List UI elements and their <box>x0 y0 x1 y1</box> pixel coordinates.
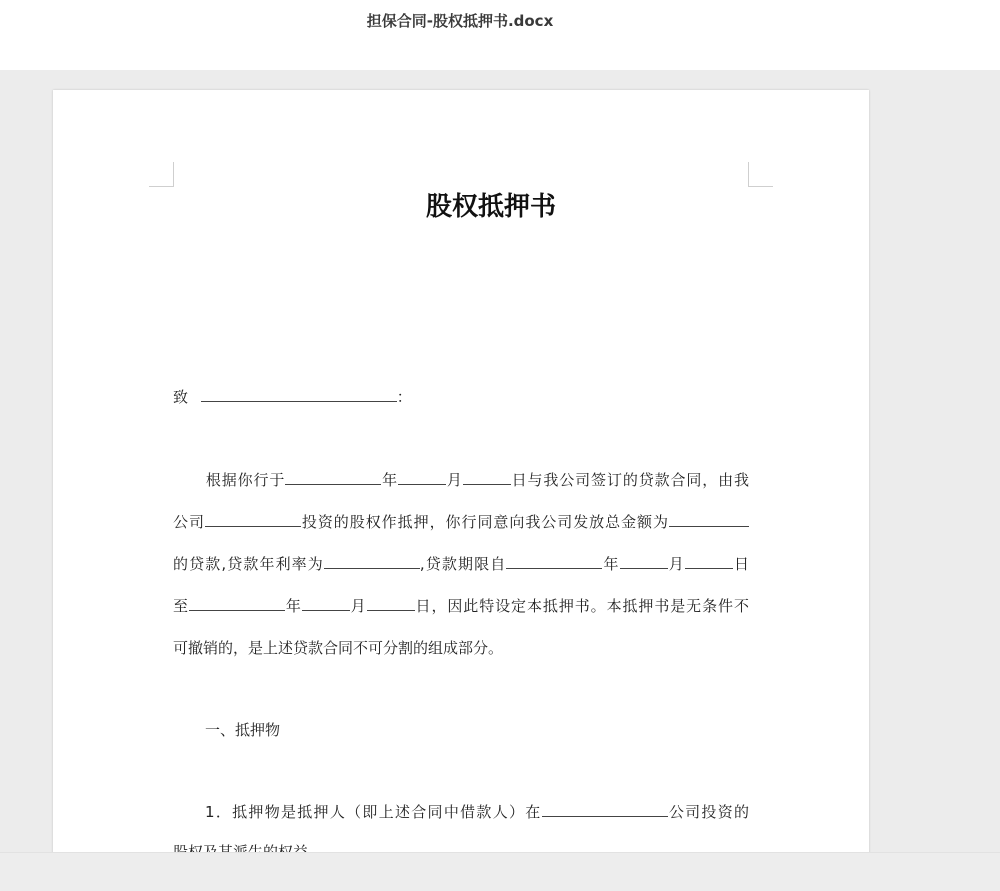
margin-marker-left <box>149 162 174 187</box>
addressee-line: 致 ： <box>173 388 412 406</box>
paragraph-line: 1．抵押物是抵押人（即上述合同中借款人）在 公司投资的 <box>205 803 749 821</box>
document-page[interactable] <box>53 90 869 880</box>
document-heading: 股权抵押书 <box>425 192 556 222</box>
document-filename: 担保合同-股权抵押书.docx <box>366 12 554 30</box>
addressee-blank <box>201 387 397 402</box>
paragraph-line: 可撤销的，是上述贷款合同不可分割的组成部分。 <box>173 639 504 657</box>
paragraph-line: 公司 投资的股权作抵押，你行同意向我公司发放总金额为 <box>173 512 749 532</box>
blank-field <box>285 470 381 485</box>
blank-field <box>669 512 749 527</box>
blank-field <box>398 470 446 485</box>
paragraph-line: 根据你行于 年 月 日与我公司签订的贷款合同，由我 <box>205 471 749 489</box>
blank-field <box>463 470 511 485</box>
blank-field <box>542 802 668 817</box>
blank-field <box>324 554 420 569</box>
blank-field <box>302 596 350 611</box>
section-title: 一、抵押物 <box>205 721 281 739</box>
blank-field <box>620 554 668 569</box>
blank-field <box>205 512 301 527</box>
paragraph-line: 的贷款,贷款年利率为 ,贷款期限自 年 月 日 <box>173 555 749 573</box>
blank-field <box>506 554 602 569</box>
status-bar <box>0 852 1000 891</box>
blank-field <box>685 554 733 569</box>
blank-field <box>367 596 415 611</box>
title-bar <box>0 0 1000 70</box>
margin-marker-right <box>748 162 773 187</box>
blank-field <box>189 596 285 611</box>
paragraph-line: 至 年 月 日，因此特设定本抵押书。本抵押书是无条件不 <box>173 597 749 615</box>
